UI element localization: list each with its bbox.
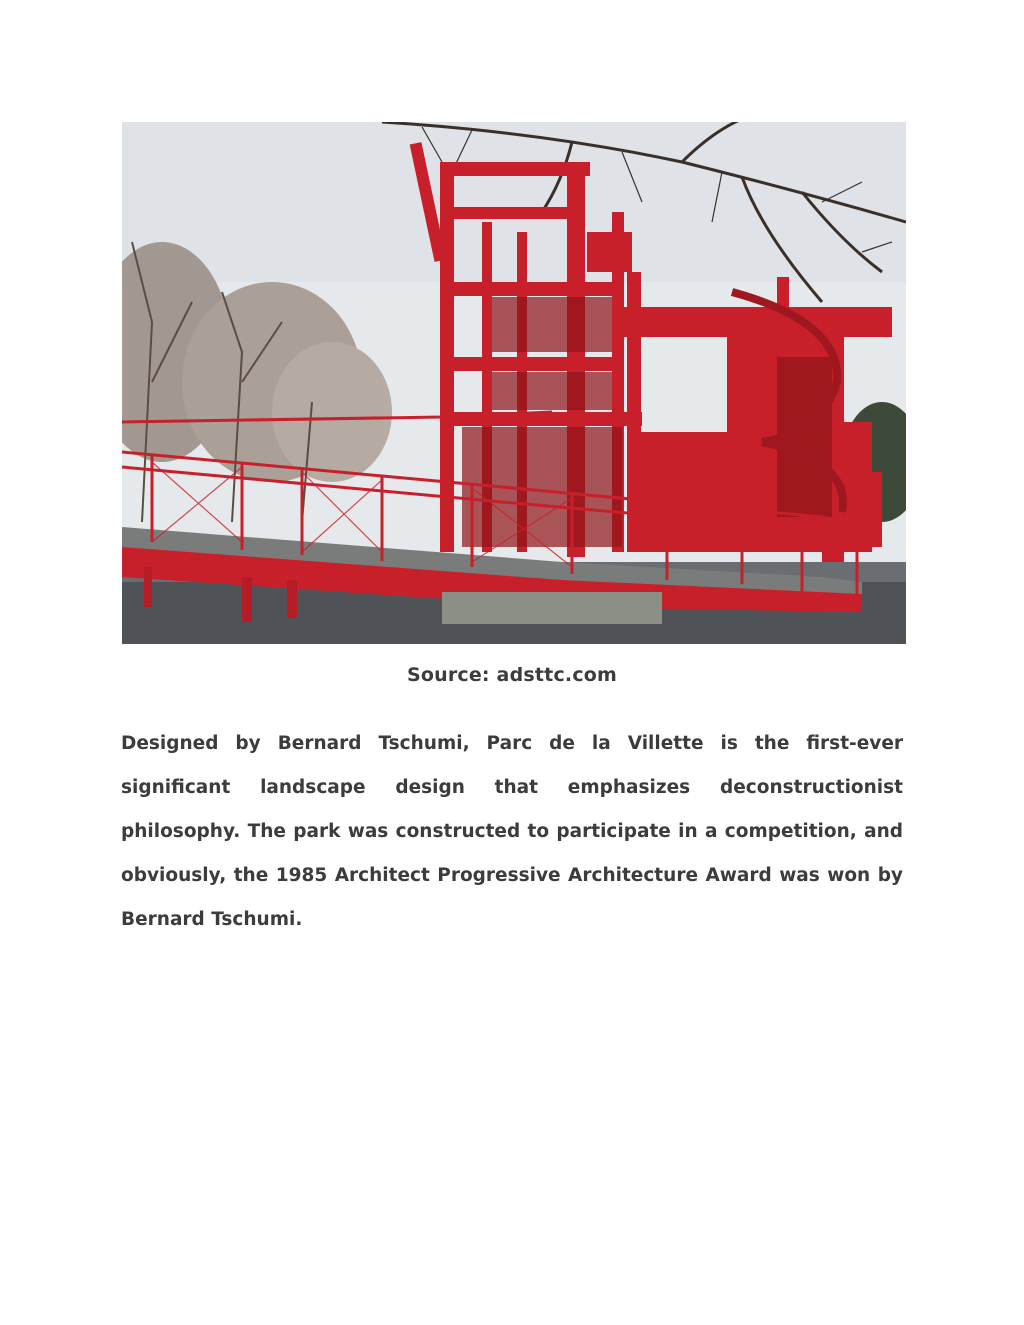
image-caption: Source: adsttc.com bbox=[406, 664, 618, 686]
article-paragraph: Designed by Bernard Tschumi, Parc de la Villette is the first-ever significant landscape design that emphasizes deconstructionist philosophy. The park was constructed to participate in a competition, and obviously, the 1985 Architect Progressive Architecture Award was won by Bernard Tschumi. bbox=[121, 733, 903, 930]
folie-photo bbox=[122, 122, 906, 644]
folie-illustration bbox=[122, 122, 906, 644]
